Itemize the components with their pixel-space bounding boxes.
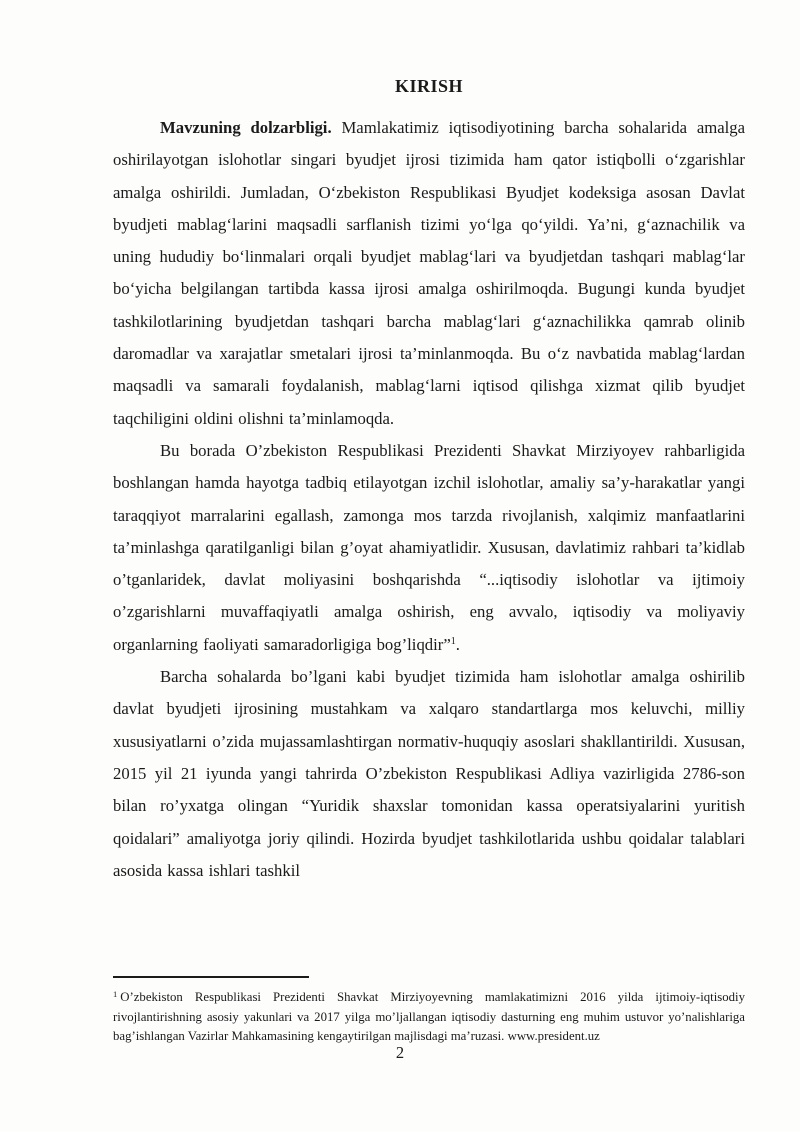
footnote-reference: 1 <box>450 635 456 647</box>
paragraph-1-lead: Mavzuning dolzarbligi. <box>160 118 332 137</box>
document-content <box>113 74 745 887</box>
paragraph-1-text: Mamlakatimiz iqtisodiyotining barcha sohalarida amalga oshirilayotgan islohotlar singari byudjet ijrosi tizimida ham qator istiqbolli oʻzgarishlar amalga oshirildi. Jumladan, Oʻzbekiston Respublikasi Byudjet kodeksiga asosan Davlat byudjeti mablagʻlarini maqsadli sarflanish tizimi yoʻlga qoʻyildi. Ya’ni, gʻaznachilik va uning hududiy boʻlinmalari orqali byudjet mablagʻlari va byudjetdan tashqari mablagʻlar boʻyicha belgilangan tartibda kassa ijrosi amalga oshirilmoqda. Bugungi kunda byudjet tashkilotlarining byudjetdan tashqari barcha mablagʻlari gʻaznachilikka qamrab olinib daromadlar va xarajatlar smetalari ijrosi ta’minlanmoqda. Bu oʻz navbatida mablagʻlardan maqsadli va samarali foydalanish, mablagʻlarni iqtisod qilishga xizmat qilib byudjet taqchiligini oldini olishni ta’minlamoqda. <box>113 118 745 428</box>
paragraph-3-text: Barcha sohalarda bo’lgani kabi byudjet tizimida ham islohotlar amalga oshirilib davlat byudjeti ijrosining mustahkam va xalqaro standartlarga mos keluvchi, milliy xususiyatlarni o’zida mujassamlashtirgan normativ-huquqiy asoslari shakllantirildi. Xususan, 2015 yil 21 iyunda yangi tahrirda O’zbekiston Respublikasi Adliya vazirligida 2786-son bilan ro’yxatga olingan “Yuridik shaxslar tomonidan kassa operatsiyalarini yuritish qoidalari” amaliyotga joriy qilindi. Hozirda byudjet tashkilotlarida ushbu qoidalar talablari asosida kassa ishlari tashkil <box>113 667 745 880</box>
paragraph-2-tail: . <box>455 634 460 654</box>
paragraph-3 <box>113 661 745 887</box>
footnote-text: O’zbekiston Respublikasi Prezidenti Shavkat Mirziyoyevning mamlakatimizni 2016 yilda ijtimoiy-iqtisodiy rivojlantirishning asosiy yakunlari va 2017 yilga mo’ljallangan iqtisodiy dasturning eng muhim ustuvor yo’nalishlariga bag’ishlangan Vazirlar Mahkamasining kengaytirilgan majlisdagi ma’ruzasi. www.president.uz <box>113 990 745 1043</box>
page-number: 2 <box>395 1043 405 1062</box>
paragraph-2 <box>113 435 745 661</box>
page-title: KIRISH <box>394 76 464 96</box>
footnote-separator <box>113 976 309 978</box>
paragraph-2-text: Bu borada O’zbekiston Respublikasi Prezidenti Shavkat Mirziyoyev rahbarligida boshlangan hamda hayotga tadbiq etilayotgan izchil islohotlar, amaliy sa’y-harakatlar yangi taraqqiyot marralarini egallash, zamonga mos tarzda rivojlanish, xalqimiz manfaatlarini ta’minlashga qaratilganligi bilan g’oyat ahamiyatlidir. Xususan, davlatimiz rahbari ta’kidlab o’tganlaridek, davlat moliyasini boshqarishda “...iqtisodiy islohotlar va ijtimoiy o’zgarishlarni muvaffaqiyatli amalga oshirish, eng avvalo, iqtisodiy va moliyaviy organlarning faoliyati samaradorligiga bog’liqdir” <box>113 440 745 654</box>
document-body <box>113 112 745 887</box>
footnote <box>113 985 745 1047</box>
paragraph-1 <box>113 112 745 435</box>
footnote-block <box>113 976 745 1047</box>
footnote-marker: 1 <box>113 989 118 999</box>
